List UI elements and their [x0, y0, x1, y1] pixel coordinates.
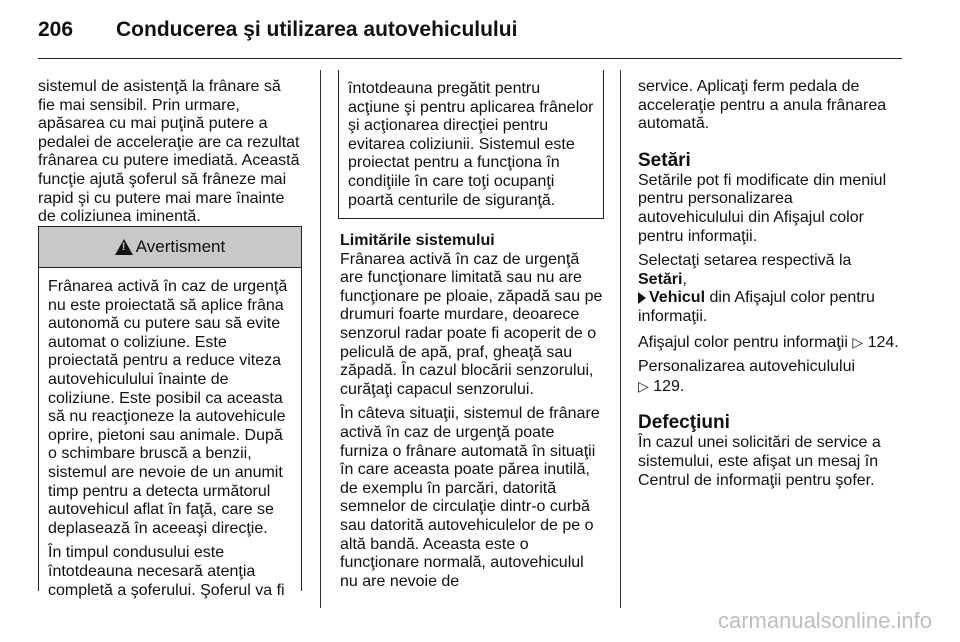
page-title: Conducerea şi utilizarea autovehiculului [116, 18, 518, 41]
column-1 [38, 78, 302, 233]
faults-paragraph: În cazul unei solicitări de service a sistemului, este afişat un mesaj în Centrul de informaţii pentru şofer. [638, 434, 881, 489]
settings-menu-label: Setări [638, 270, 683, 288]
faults-title: Defecţiuni [638, 412, 730, 434]
select-prefix: Selectaţi setarea respectivă la [638, 252, 852, 270]
limits-heading: Limitările sistemului [340, 232, 495, 249]
menu-arrow-icon [638, 292, 646, 304]
service-paragraph: service. Aplicaţi ferm pedala de acceleraţie pentru a anula frânarea automată. [638, 78, 887, 133]
column-divider-1 [320, 70, 321, 608]
display-reference [638, 333, 902, 353]
display-ref-page[interactable]: 124. [867, 333, 899, 351]
header-rule [38, 58, 902, 59]
personalization-reference [638, 358, 902, 396]
column-divider-2 [620, 70, 621, 608]
warning-paragraph-2: În timpul condusului este întotdeauna necesară atenţia completă a şoferului. Şoferul va fi [48, 544, 285, 599]
page-ref-arrow-icon: ▷ [638, 377, 649, 394]
warning-paragraph-1: Frânarea activă în caz de urgenţă nu este proiectată să aplice frâna autonomă cu putere sau să evite automat o coliziune. Este proiectată pentru a reduce viteza autovehiculului înainte de coliziune. Este posibil ca aceasta să nu reacţioneze la autovehicule oprire, pietoni sau animale. După o schimbare bruscă a benzii, sistemul are nevoie de un anumit timp pentru a detecta următorul autovehicul aflat în faţă, care se deplasează în aceeaşi direcţie. [48, 278, 288, 537]
column-2 [340, 232, 604, 597]
settings-paragraph: Setările pot fi modificate din meniul pentru personalizarea autovehiculului din Afişajul color pentru informaţii. [638, 171, 887, 245]
limits-paragraph-2: În câteva situaţii, sistemul de frânare activă în caz de urgenţă poate furniza o frânare automată în situaţii în care aceasta poate părea inutilă, de exemplu în parcări, datorită semnelor de circulaţie dintr-o curbă sau datorită autovehiculelor de pe o altă bandă. Aceasta este o funcţionare normală, autovehiculul nu are nevoie de [340, 405, 600, 590]
page-number: 206 [38, 18, 74, 41]
display-ref-text: Afişajul color pentru informaţii [638, 333, 848, 351]
intro-paragraph: sistemul de asistenţă la frânare să fie mai sensibil. Prin urmare, apăsarea cu mai puţină putere a pedalei de acceleraţie are ca rezultat frânarea cu putere imediată. Această funcţie ajută şoferul să frâneze mai rapid şi cu putere mai mare înainte de coliziunea iminentă. [38, 78, 300, 226]
watermark: carmanualsonline.info [717, 608, 932, 633]
select-comma: , [682, 270, 687, 288]
personal-ref-page[interactable]: 129. [653, 377, 685, 395]
warning-box [38, 226, 302, 599]
warning-body [39, 268, 301, 600]
page-header [0, 0, 960, 50]
column-3 [638, 78, 902, 496]
warning-title: Avertisment [135, 237, 226, 256]
warning-continued-text: întotdeauna pregătit pentru acţiune şi pentru aplicarea frânelor şi acţionarea direcţiei pentru evitarea coliziunii. Sistemul este proiectat pentru a funcţiona în condiţiile în care toţi ocupanţi poartă centurile de siguranţă. [348, 80, 594, 209]
select-paragraph [638, 252, 902, 326]
personal-ref-text: Personalizarea autovehiculului [638, 358, 856, 376]
vehicle-menu-label: Vehicul [649, 289, 706, 307]
warning-box-continued [338, 70, 604, 219]
warning-header [39, 227, 301, 268]
settings-title: Setări [638, 149, 691, 171]
page-ref-arrow-icon: ▷ [852, 333, 864, 350]
limits-paragraph: Frânarea activă în caz de urgenţă are funcţionare limitată sau nu are funcţionare pe ploaie, zăpadă sau pe drumuri foarte murdare, deoarece senzorul radar poate fi acoperit de o peliculă de apă, praf, gheaţă sau zăpadă. În cazul blocării senzorului, curăţaţi capacul senzorului. [340, 250, 603, 398]
warning-triangle-icon [115, 239, 133, 255]
select-suffix: din Afişajul color pentru informaţii. [638, 289, 875, 325]
